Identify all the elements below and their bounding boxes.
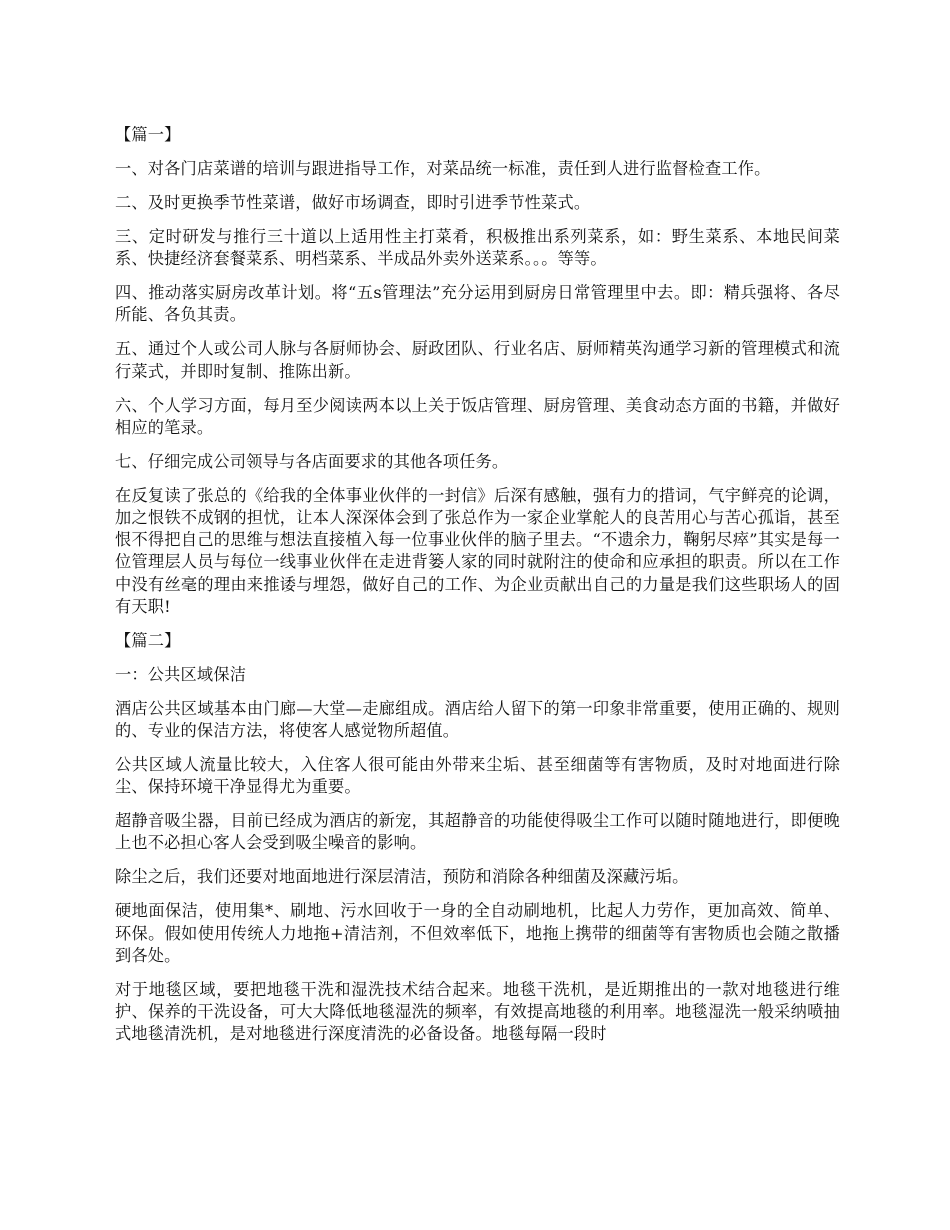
paragraph: 硬地面保洁，使用集*、刷地、污水回收于一身的全自动刷地机，比起人力劳作，更加高效、简单、环保。假如使用传统人力地拖+清洁剂，不但效率低下，地拖上携带的细菌等有害物质也会随之散播到各处。 [115, 901, 840, 965]
paragraph: 公共区域人流量比较大，入住客人很可能由外带来尘垢、甚至细菌等有害物质，及时对地面进行除尘、保持环境干净显得尤为重要。 [115, 755, 840, 797]
document-page [115, 124, 840, 1057]
paragraph: 四、推动落实厨房改革计划。将“五s管理法”充分运用到厨房日常管理里中去。即：精兵强将、各尽所能、各负其责。 [115, 283, 840, 325]
section-heading-1: 【篇一】 [115, 125, 181, 144]
paragraph: 酒店公共区域基本由门廊—大堂—走廊组成。酒店给人留下的第一印象非常重要，使用正确的、规则的、专业的保洁方法，将使客人感觉物所超值。 [115, 698, 840, 741]
paragraph: 对于地毯区域，要把地毯干洗和湿洗技术结合起来。地毯干洗机，是近期推出的一款对地毯进行维护、保养的干洗设备，可大大降低地毯湿洗的频率，有效提高地毯的利用率。地毯湿洗一般采纳喷抽式地毯清洗机，是对地毯进行深度清洗的必备设备。地毯每隔一段时 [115, 979, 840, 1044]
section-heading-2: 【篇二】 [115, 630, 181, 650]
paragraph: 三、定时研发与推行三十道以上适用性主打菜肴，积极推出系列菜系，如：野生菜系、本地民间菜系、快捷经济套餐菜系、明档菜系、半成品外卖外送菜系。。。等等。 [115, 227, 840, 269]
paragraph: 六、个人学习方面，每月至少阅读两本以上关于饭店管理、厨房管理、美食动态方面的书籍，并做好相应的笔录。 [115, 395, 840, 437]
paragraph: 二、及时更换季节性菜谱，做好市场调查，即时引进季节性菜式。 [115, 193, 591, 212]
paragraph: 一、对各门店菜谱的培训与跟进指导工作，对菜品统一标准，责任到人进行监督检查工作。 [115, 159, 771, 178]
paragraph: 五、通过个人或公司人脉与各厨师协会、厨政团队、行业名店、厨师精英沟通学习新的管理模式和流行菜式，并即时复制、推陈出新。 [115, 339, 840, 381]
paragraph: 超静音吸尘器，目前已经成为酒店的新宠，其超静音的功能使得吸尘工作可以随时随地进行，即便晚上也不必担心客人会受到吸尘噪音的影响。 [115, 811, 840, 853]
paragraph: 七、仔细完成公司领导与各店面要求的其他各项任务。 [115, 451, 509, 471]
subheading: 一：公共区域保洁 [115, 664, 247, 684]
paragraph: 在反复读了张总的《给我的全体事业伙伴的一封信》后深有感触，强有力的措词，气宇鲜亮的论调，加之恨铁不成钢的担忧，让本人深深体会到了张总作为一家企业掌舵人的良苦用心与苦心孤诣，甚至恨不得把自己的思维与想法直接植入每一位事业伙伴的脑子里去。“不遗余力，鞠躬尽瘁”其实是每一位管理层人员与每位一线事业伙伴在走进背篓人家的同时就附注的使命和应承担的职责。所以在工作中没有丝毫的理由来推诿与埋怨，做好自己的工作、为企业贡献出自己的力量是我们这些职场人的固有天职! [115, 485, 840, 616]
paragraph: 除尘之后，我们还要对地面地进行深层清洁，预防和消除各种细菌及深藏污垢。 [115, 867, 689, 887]
